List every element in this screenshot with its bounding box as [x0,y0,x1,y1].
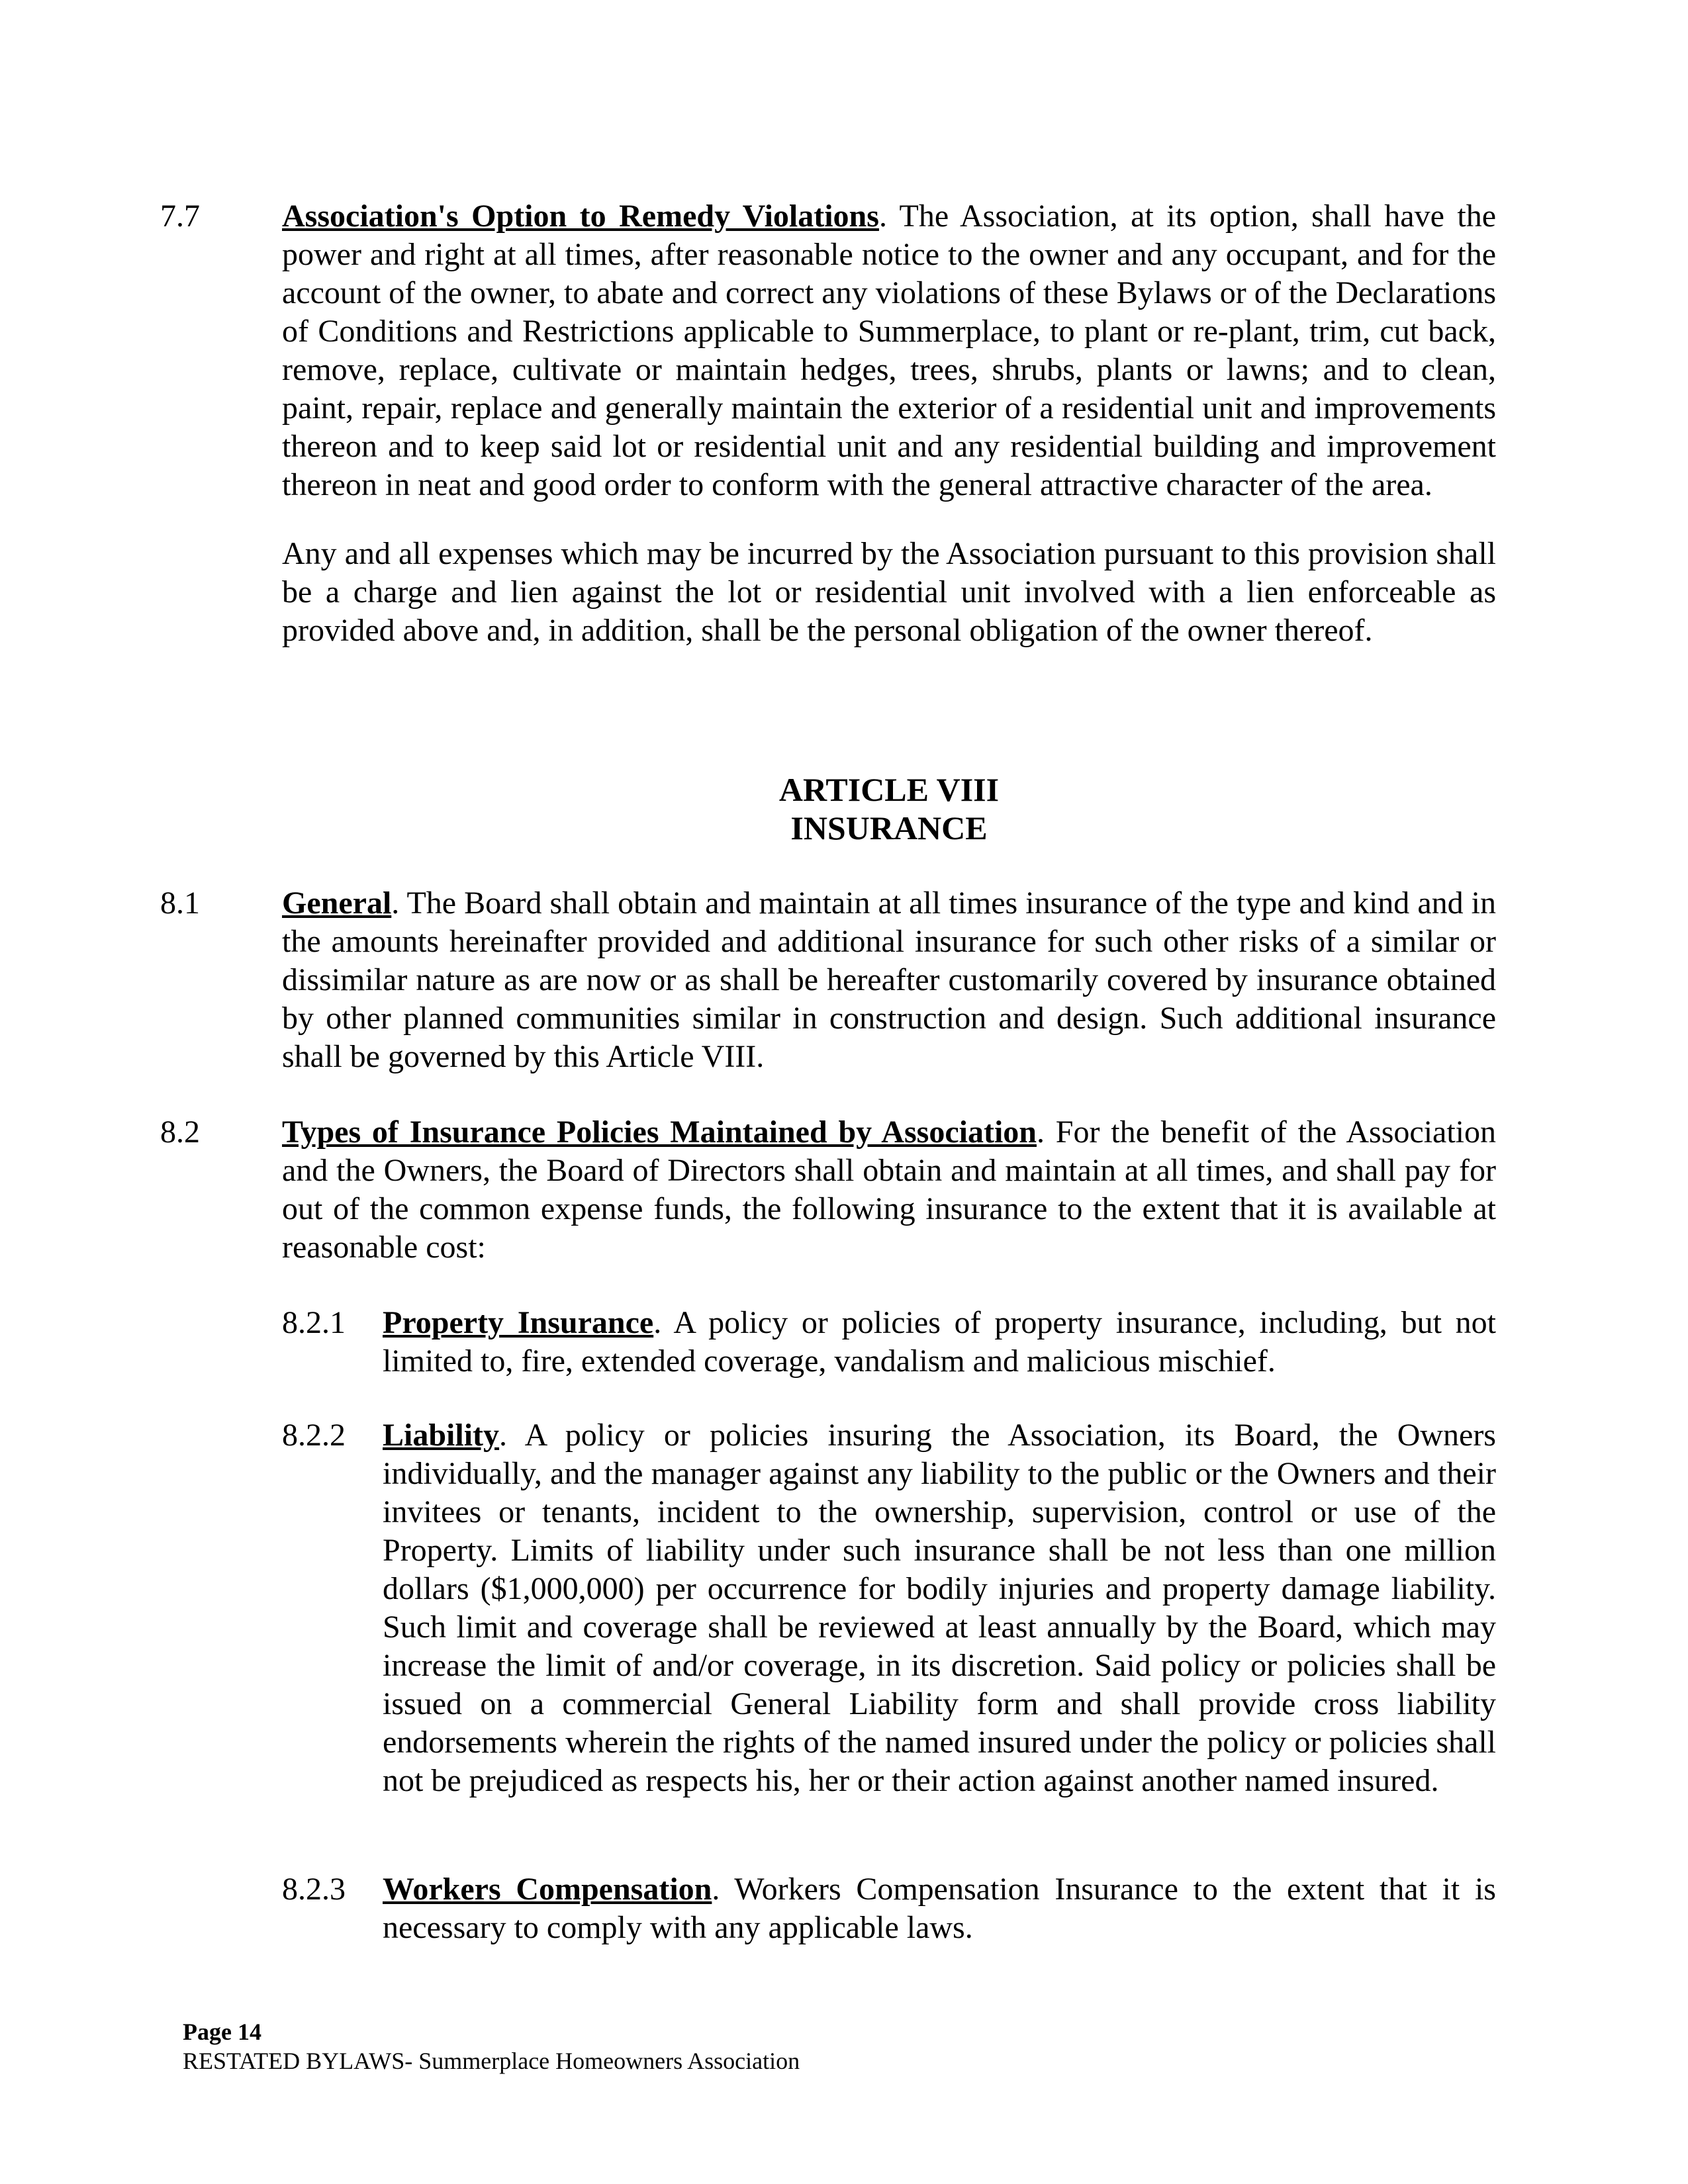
section-heading: Association's Option to Remedy Violations [282,199,879,234]
page-number: Page 14 [183,2019,261,2045]
subsection-heading: Liability [383,1418,500,1453]
subsection-text: A policy or policies insuring the Association, its Board, the Owners individually, and the manager against any liability to the public or the Owners and their invitees or tenants, incident to the ownership, supervision, control or use of the Property. Limits of liability under such insurance shall be not less than one million dollars ($1,000,000) per occurrence for bodily injuries and property damage liability. Such limit and coverage shall be reviewed at least annually by the Board, which may increase the limit of and/or coverage, in its discretion. Said policy or policies shall be issued on a commercial General Liability form and shall provide cross liability endorsements wherein the rights of the named insured under the policy or policies shall not be prejudiced as respects his, her or their action against another named insured. [383,1418,1496,1798]
section-heading: Types of Insurance Policies Maintained by Association [282,1115,1037,1150]
subsection-8-2-1 [282,1304,1496,1381]
article-heading [160,770,1496,847]
subsection-number: 8.2.1 [282,1305,346,1340]
section-paragraph: General. The Board shall obtain and maintain at all times insurance of the type and kind and in the amounts hereinafter provided and additional insurance for such other risks of a similar or dissimilar nature as are now or as shall be hereafter customarily covered by insurance obtained by other planned communities similar in construction and design. Such additional insurance shall be governed by this Article VIII. [282,886,1497,1074]
section-body [282,884,1496,1076]
section-number: 8.2 [160,1115,200,1150]
section-heading: General [282,886,392,921]
subsection-number: 8.2.3 [282,1872,346,1907]
subsection-text: A policy or policies of property insurance, including, but not limited to, fire, extended coverage, vandalism and malicious mischief. [383,1305,1497,1379]
subsection-heading: Property Insurance [383,1305,654,1340]
section-body [282,1113,1496,1267]
section-text: The Board shall obtain and maintain at all times insurance of the type and kind and in the amounts hereinafter provided and additional insurance for such other risks of a similar or dissimilar nature as are now or as shall be hereafter customarily covered by insurance obtained by other planned communities similar in construction and design. Such additional insurance shall be governed by this Article VIII. [282,886,1497,1074]
section-8-2 [160,1113,1496,1267]
document-title: RESTATED BYLAWS- Summerplace Homeowners Association [183,2048,800,2074]
section-paragraph: Any and all expenses which may be incurred by the Association pursuant to this provision shall be a charge and lien against the lot or residential unit involved with a lien enforceable as provided above and, in addition, shall be the personal obligation of the owner thereof. [282,536,1496,648]
section-number: 8.1 [160,886,200,921]
section-text: For the benefit of the Association and the Owners, the Board of Directors shall obtain and maintain at all times, and shall pay for out of the common expense funds, the following insurance to the extent that it is available at reasonable cost: [282,1115,1497,1265]
section-body [282,197,1496,650]
subsection-text: Workers Compensation Insurance to the extent that it is necessary to comply with any applicable laws. [383,1872,1496,1945]
subsection-heading: Workers Compensation [383,1872,712,1907]
article-number: ARTICLE VIII [778,771,1000,808]
subsection-body: Liability. A policy or policies insuring the Association, its Board, the Owners individually, and the manager against any liability to the public or the Owners and their invitees or tenants, incident to the ownership, supervision, control or use of the Property. Limits of liability under such insurance shall be not less than one million dollars ($1,000,000) per occurrence for bodily injuries and property damage liability. Such limit and coverage shall be reviewed at least annually by the Board, which may increase the limit of and/or coverage, in its discretion. Said policy or policies shall be issued on a commercial General Liability form and shall provide cross liability endorsements wherein the rights of the named insured under the policy or policies shall not be prejudiced as respects his, her or their action against another named insured. [383,1418,1496,1798]
subsection-number: 8.2.2 [282,1418,346,1453]
subsection-body: Workers Compensation. Workers Compensation Insurance to the extent that it is necessary to comply with any applicable laws. [383,1872,1496,1945]
section-number: 7.7 [160,199,200,234]
section-paragraph: Types of Insurance Policies Maintained by Association. For the benefit of the Association and the Owners, the Board of Directors shall obtain and maintain at all times, and shall pay for out of the common expense funds, the following insurance to the extent that it is available at reasonable cost: [282,1115,1497,1265]
section-paragraph: Association's Option to Remedy Violations. The Association, at its option, shall have the power and right at all times, after reasonable notice to the owner and any occupant, and for the account of the owner, to abate and correct any violations of these Bylaws or of the Declarations of Conditions and Restrictions applicable to Summerplace, to plant or re-plant, trim, cut back, remove, replace, cultivate or maintain hedges, trees, shrubs, plants or lawns; and to clean, paint, repair, replace and generally maintain the exterior of a residential unit and improvements thereon and to keep said lot or residential unit and any residential building and improvement thereon in neat and good order to conform with the general attractive character of the area. [282,199,1497,502]
section-7-7 [160,197,1496,650]
subsection-body: Property Insurance. A policy or policies of property insurance, including, but not limited to, fire, extended coverage, vandalism and malicious mischief. [383,1305,1497,1379]
section-8-1 [160,884,1496,1076]
subsection-8-2-2 [282,1416,1496,1800]
subsection-8-2-3 [282,1870,1496,1947]
article-title: INSURANCE [790,809,988,846]
section-text: The Association, at its option, shall have the power and right at all times, after reasonable notice to the owner and any occupant, and for the account of the owner, to abate and correct any violations of these Bylaws or of the Declarations of Conditions and Restrictions applicable to Summerplace, to plant or re-plant, trim, cut back, remove, replace, cultivate or maintain hedges, trees, shrubs, plants or lawns; and to clean, paint, repair, replace and generally maintain the exterior of a residential unit and improvements thereon and to keep said lot or residential unit and any residential building and improvement thereon in neat and good order to conform with the general attractive character of the area. [282,199,1497,502]
page-footer [183,2017,800,2075]
